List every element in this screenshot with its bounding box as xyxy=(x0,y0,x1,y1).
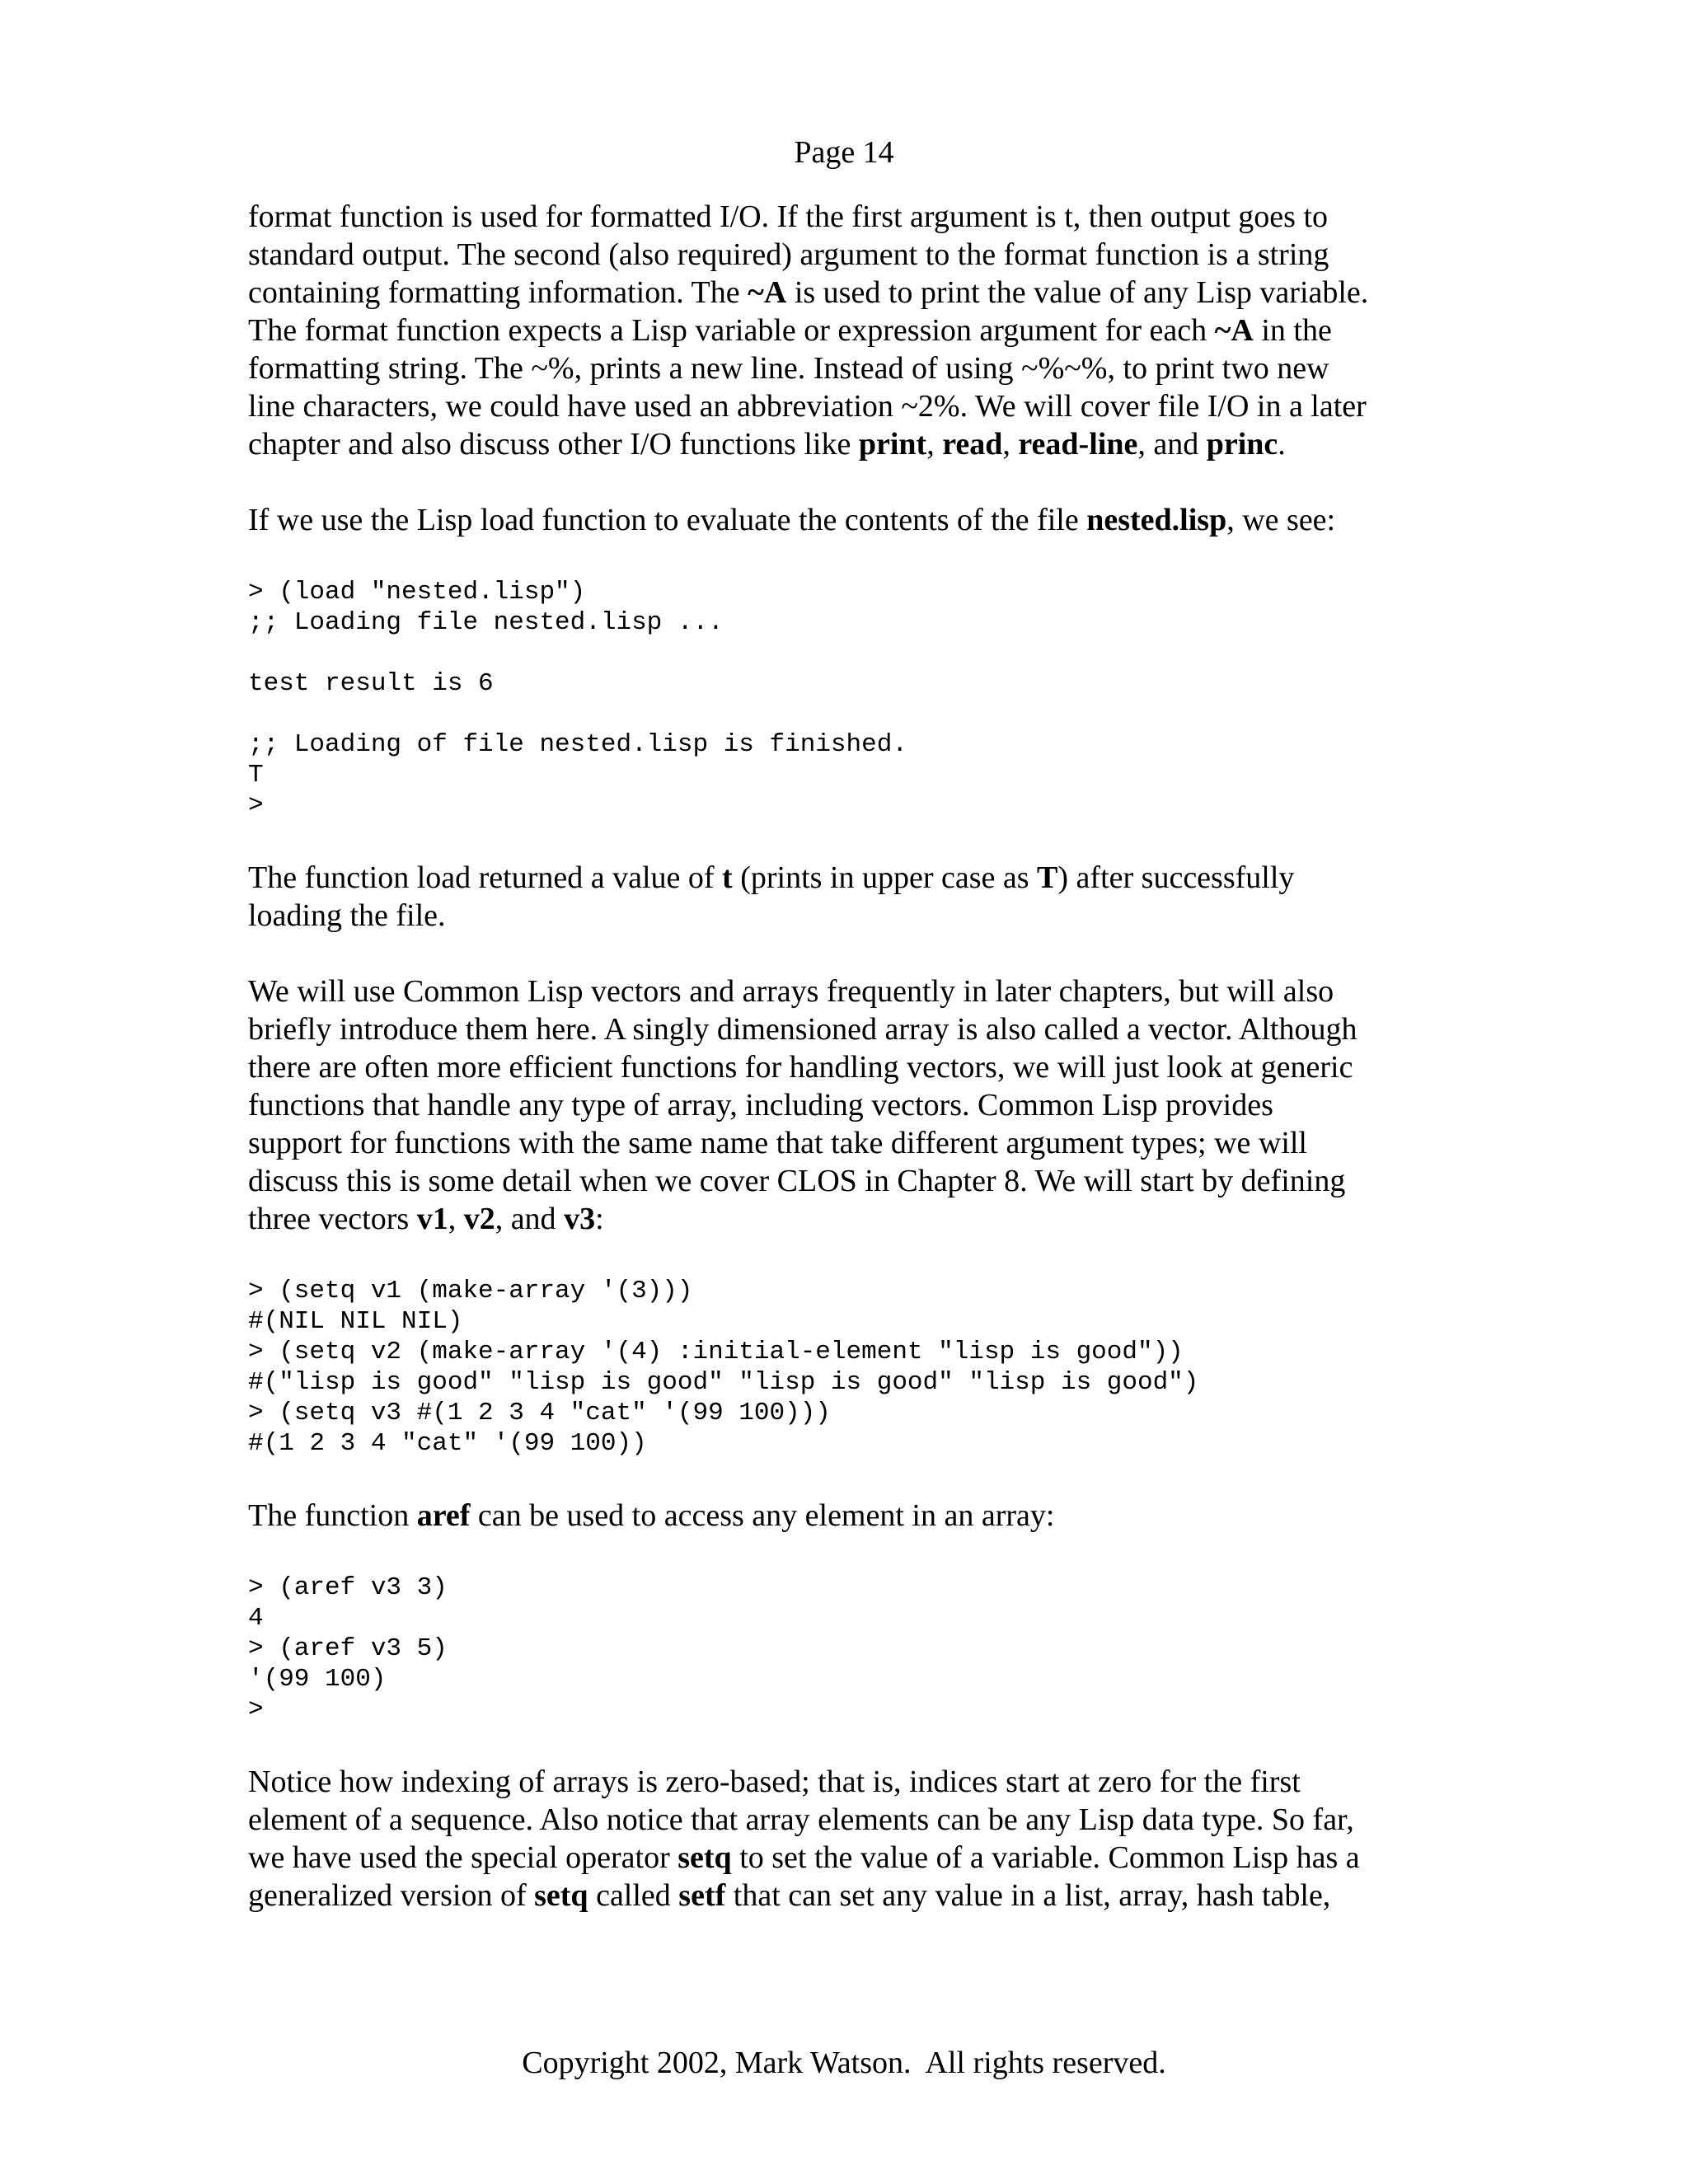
text-line: three vectors v1, v2, and v3: xyxy=(248,1202,604,1236)
code-block-aref xyxy=(248,1572,1451,1725)
copyright-footer: Copyright 2002, Mark Watson. All rights reserved. xyxy=(522,2046,1166,2080)
text-line: discuss this is some detail when we cover CLOS in Chapter 8. We will start by defining xyxy=(248,1164,1346,1198)
code-line: > (setq v1 (make-array '(3))) xyxy=(248,1277,693,1305)
paragraph-format-function xyxy=(248,198,1451,463)
text-line: briefly introduce them here. A singly dimensioned array is also called a vector. Although xyxy=(248,1012,1357,1047)
text-line: formatting string. The ~%, prints a new line. Instead of using ~%~%, to print two new xyxy=(248,351,1329,386)
text-line: The format function expects a Lisp variable or expression argument for each ~A in the xyxy=(248,313,1332,348)
text-line: We will use Common Lisp vectors and arrays frequently in later chapters, but will also xyxy=(248,974,1334,1009)
code-line: '(99 100) xyxy=(248,1665,387,1694)
text-line: format function is used for formatted I/O. If the first argument is t, then output goes to xyxy=(248,199,1329,234)
code-line: ;; Loading of file nested.lisp is finished. xyxy=(248,730,907,759)
code-block-vectors xyxy=(248,1276,1451,1459)
code-line: #(NIL NIL NIL) xyxy=(248,1307,463,1336)
paragraph-load-intro: If we use the Lisp load function to evaluate the contents of the file nested.lisp, we see: xyxy=(248,503,1336,537)
paragraph-load-result xyxy=(248,859,1451,935)
code-line: > xyxy=(248,1695,264,1724)
code-line: > (aref v3 3) xyxy=(248,1573,448,1602)
inline-code-term: setq xyxy=(678,1840,732,1875)
inline-code-term: v1 xyxy=(416,1202,448,1236)
inline-code-term: setq xyxy=(534,1878,588,1913)
inline-code-term: v2 xyxy=(463,1202,495,1236)
code-line: > (setq v2 (make-array '(4) :initial-element "lisp is good")) xyxy=(248,1338,1184,1366)
code-line xyxy=(248,638,1451,668)
inline-code-term: v3 xyxy=(564,1202,596,1236)
paragraph-indexing xyxy=(248,1763,1451,1915)
code-line: #(1 2 3 4 "cat" '(99 100)) xyxy=(248,1429,647,1458)
code-block-load xyxy=(248,577,1451,821)
inline-code-term: aref xyxy=(416,1498,471,1533)
inline-code-term: print xyxy=(858,427,927,462)
text-line: loading the file. xyxy=(248,898,446,933)
code-line: #("lisp is good" "lisp is good" "lisp is good" "lisp is good") xyxy=(248,1368,1199,1397)
text-line: line characters, we could have used an abbreviation ~2%. We will cover file I/O in a later xyxy=(248,389,1367,424)
code-line: test result is 6 xyxy=(248,669,494,698)
text-line: functions that handle any type of array, including vectors. Common Lisp provides xyxy=(248,1088,1273,1122)
code-line: T xyxy=(248,761,264,790)
page-body xyxy=(248,198,1451,1915)
inline-code-term: T xyxy=(1037,860,1058,895)
paragraph-aref: The function aref can be used to access any element in an array: xyxy=(248,1498,1055,1533)
code-line: 4 xyxy=(248,1604,264,1633)
page-number: Page 14 xyxy=(794,135,894,170)
text-line: element of a sequence. Also notice that array elements can be any Lisp data type. So far, xyxy=(248,1802,1354,1837)
code-line: > (load "nested.lisp") xyxy=(248,578,586,607)
inline-code-term: ~A xyxy=(748,275,787,310)
text-line: chapter and also discuss other I/O functions like print, read, read-line, and princ. xyxy=(248,427,1286,462)
text-line: support for functions with the same name that take different argument types; we will xyxy=(248,1126,1307,1160)
text-line: Notice how indexing of arrays is zero-based; that is, indices start at zero for the first xyxy=(248,1765,1301,1799)
code-line xyxy=(248,699,1451,729)
inline-code-term: nested.lisp xyxy=(1086,503,1227,537)
code-line: ;; Loading file nested.lisp ... xyxy=(248,608,724,637)
text-line: we have used the special operator setq to set the value of a variable. Common Lisp has a xyxy=(248,1840,1360,1875)
text-line: generalized version of setq called setf that can set any value in a list, array, hash table, xyxy=(248,1878,1331,1913)
inline-code-term: t xyxy=(722,860,733,895)
paragraph-vectors-arrays xyxy=(248,972,1451,1238)
inline-code-term: read-line xyxy=(1018,427,1138,462)
inline-code-term: setf xyxy=(678,1878,726,1913)
text-line: The function load returned a value of t (prints in upper case as T) after successfully xyxy=(248,860,1295,895)
inline-code-term: read xyxy=(942,427,1003,462)
inline-code-term: ~A xyxy=(1214,313,1254,348)
text-line: containing formatting information. The ~A is used to print the value of any Lisp variable. xyxy=(248,275,1369,310)
text-line: there are often more efficient functions for handling vectors, we will just look at generic xyxy=(248,1050,1353,1085)
code-line: > (aref v3 5) xyxy=(248,1634,448,1663)
code-line: > xyxy=(248,791,264,820)
inline-code-term: princ xyxy=(1206,427,1278,462)
text-line: standard output. The second (also required) argument to the format function is a string xyxy=(248,237,1329,272)
code-line: > (setq v3 #(1 2 3 4 "cat" '(99 100))) xyxy=(248,1399,831,1427)
